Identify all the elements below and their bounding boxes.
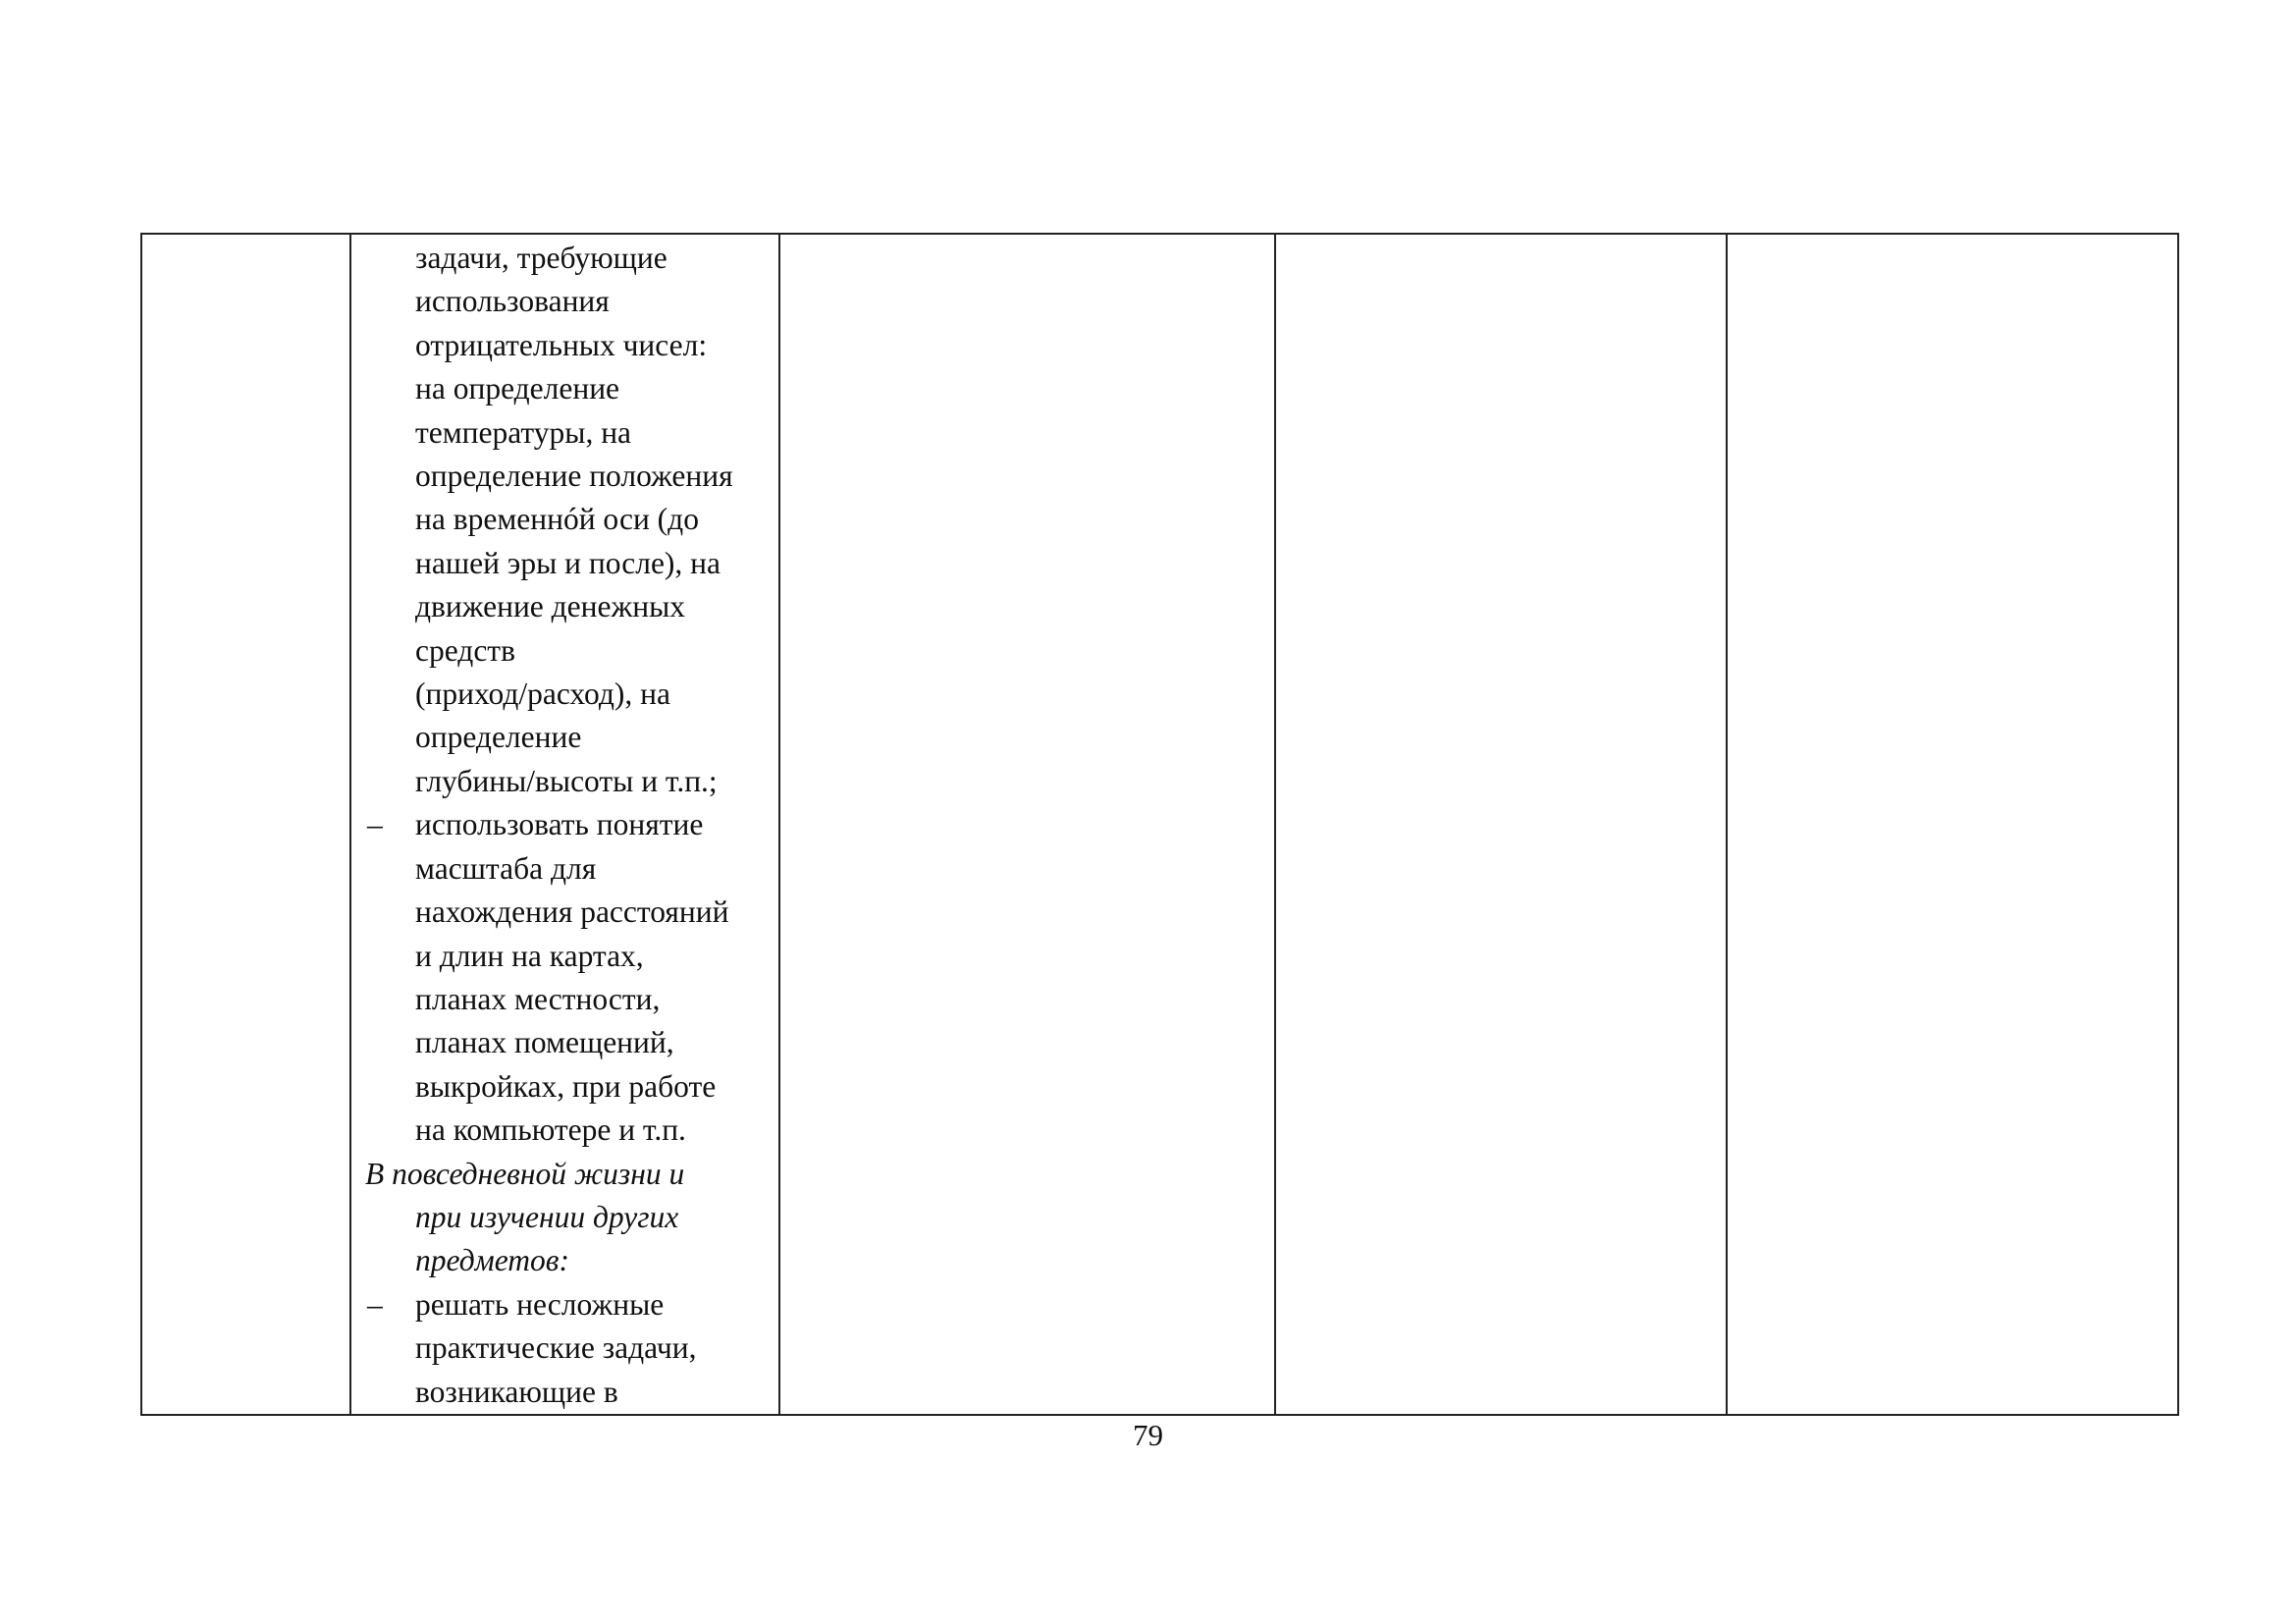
text-line: глубины/высоты и т.п.; [415, 763, 718, 798]
list-item [365, 1283, 769, 1326]
text-line: практические задачи, [415, 1330, 697, 1366]
list-dash: – [367, 807, 383, 842]
text-line: на временнóй оси (до [415, 502, 699, 537]
text-line: определение [415, 720, 582, 755]
table-cell-col5 [1727, 234, 2178, 1415]
table-row [141, 234, 2178, 1415]
cell-text [351, 235, 778, 1414]
italic-heading-line: при изучении других [415, 1199, 679, 1234]
table-cell-col3 [779, 234, 1275, 1415]
text-line: отрицательных чисел: [415, 327, 708, 362]
table-cell-col4 [1275, 234, 1727, 1415]
text-line: масштаба для [415, 850, 597, 886]
text-line: температуры, на [415, 414, 632, 450]
text-line: определение положения [415, 459, 733, 494]
text-line: планах помещений, [415, 1025, 674, 1060]
text-line: планах местности, [415, 981, 661, 1016]
text-line: и длин на картах, [415, 938, 644, 973]
table-cell-col2 [350, 234, 779, 1415]
italic-heading-line: предметов: [415, 1243, 569, 1278]
list-dash: – [367, 1286, 383, 1322]
table-cell-col1 [141, 234, 350, 1415]
text-line: решать несложные [415, 1286, 665, 1322]
text-line: возникающие в [415, 1374, 618, 1409]
text-line: на определение [415, 371, 620, 406]
text-line: использовать понятие [415, 807, 704, 842]
page-number: 79 [1133, 1418, 1163, 1452]
text-line: выкройках, при работе [415, 1068, 717, 1104]
italic-heading-line: В повседневной жизни и [365, 1156, 685, 1191]
text-line: (приход/расход), на [415, 677, 670, 712]
text-line: задачи, требующие [415, 241, 667, 275]
text-line: использования [415, 284, 610, 319]
content-table [140, 233, 2179, 1416]
list-item [365, 803, 769, 846]
text-line: нашей эры и после), на [415, 545, 721, 580]
text-line: средств [415, 632, 515, 668]
text-line: нахождения расстояний [415, 894, 729, 930]
text-line: движение денежных [415, 589, 686, 624]
text-line: на компьютере и т.п. [415, 1112, 686, 1148]
